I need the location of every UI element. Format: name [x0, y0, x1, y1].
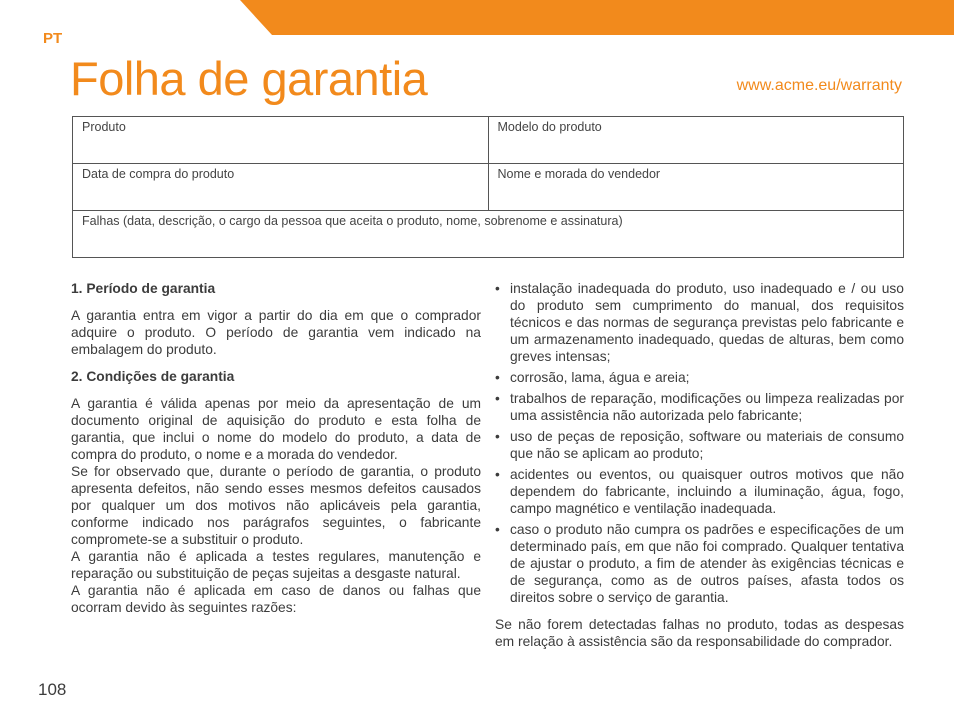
paragraph-conditions-replacement: Se for observado que, durante o período de garantia, o produto apresenta defeitos, não sendo esses mesmos defeitos causados por qualquer um dos motivos não aplicáveis pela garantia, conforme indicado nos parágrafos seguintes, o fabricante compromete-se a substituir o produto.	[71, 464, 481, 547]
list-item-text: trabalhos de reparação, modificações ou limpeza realizadas por uma assistência não autorizada pelo fabricante;	[510, 391, 904, 423]
seller-field[interactable]	[488, 164, 904, 211]
list-item-text: corrosão, lama, água e areia;	[510, 370, 690, 385]
bullet-icon: •	[495, 467, 500, 482]
language-code: PT	[43, 30, 63, 47]
page-number: 108	[38, 680, 67, 699]
warranty-form-table	[72, 116, 904, 258]
bullet-icon: •	[495, 522, 500, 537]
purchase-date-field[interactable]	[73, 164, 489, 211]
product-field[interactable]	[73, 117, 489, 164]
list-item	[495, 369, 904, 386]
section-heading-warranty-period: 1. Período de garantia	[71, 281, 216, 296]
list-item-text: instalação inadequada do produto, uso inadequado e / ou uso do produto sem cumprimento do manual, dos requisitos técnicos e das normas de segurança previstas pelo fabricante e um armazenamento inadequado, quedas de alturas, bem como greves intensas;	[510, 281, 904, 364]
faults-field[interactable]	[73, 211, 904, 258]
list-item-text: uso de peças de reposição, software ou materiais de consumo que não se aplicam ao produto;	[510, 429, 904, 461]
paragraph-warranty-period: A garantia entra em vigor a partir do dia em que o comprador adquire o produto. O período de garantia vem indicado na embalagem do produto.	[71, 308, 481, 357]
seller-label: Nome e morada do vendedor	[497, 167, 661, 181]
model-field[interactable]	[488, 117, 904, 164]
list-item	[495, 428, 904, 462]
list-item-text: acidentes ou eventos, ou quaisquer outros motivos que não dependem do fabricante, incluindo a iluminação, água, fogo, campo magnético e ventilação inadequada.	[510, 467, 904, 516]
list-item	[495, 280, 904, 365]
header-orange-band	[240, 0, 954, 35]
page-title: Folha de garantia	[70, 52, 428, 105]
bullet-icon: •	[495, 429, 500, 444]
faults-label: Falhas (data, descrição, o cargo da pessoa que aceita o produto, nome, sobrenome e assinatura)	[82, 214, 623, 228]
model-label: Modelo do produto	[497, 120, 602, 134]
paragraph-conditions-wear: A garantia não é aplicada a testes regulares, manutenção e reparação ou substituição de peças sujeitas a desgaste natural.	[71, 549, 481, 581]
purchase-date-label: Data de compra do produto	[82, 167, 235, 181]
left-column	[71, 280, 481, 616]
product-label: Produto	[82, 120, 126, 134]
list-item	[495, 466, 904, 517]
section-heading-warranty-conditions: 2. Condições de garantia	[71, 369, 235, 384]
warranty-url: www.acme.eu/warranty	[736, 77, 902, 94]
right-column	[495, 280, 904, 650]
list-item	[495, 521, 904, 606]
list-item	[495, 390, 904, 424]
bullet-icon: •	[495, 370, 500, 385]
list-item-text: caso o produto não cumpra os padrões e especificações de um determinado país, em que não foi comprado. Qualquer tentativa de ajustar o produto, a fim de atender às exigências técnicas e de segurança, como as de outros países, afasta todos os direitos sobre o serviço de garantia.	[510, 522, 904, 605]
paragraph-closing: Se não forem detectadas falhas no produto, todas as despesas em relação à assistência são da responsabilidade do comprador.	[495, 617, 904, 649]
paragraph-conditions-exclusions: A garantia não é aplicada em caso de danos ou falhas que ocorram devido às seguintes razões:	[71, 583, 481, 615]
bullet-icon: •	[495, 391, 500, 406]
bullet-icon: •	[495, 281, 500, 296]
paragraph-conditions-validity: A garantia é válida apenas por meio da apresentação de um documento original de aquisição do produto e esta folha de garantia, que inclui o nome do modelo do produto, a data de compra do produto, o nome e a morada do vendedor.	[71, 396, 481, 462]
exclusion-list	[495, 280, 904, 606]
